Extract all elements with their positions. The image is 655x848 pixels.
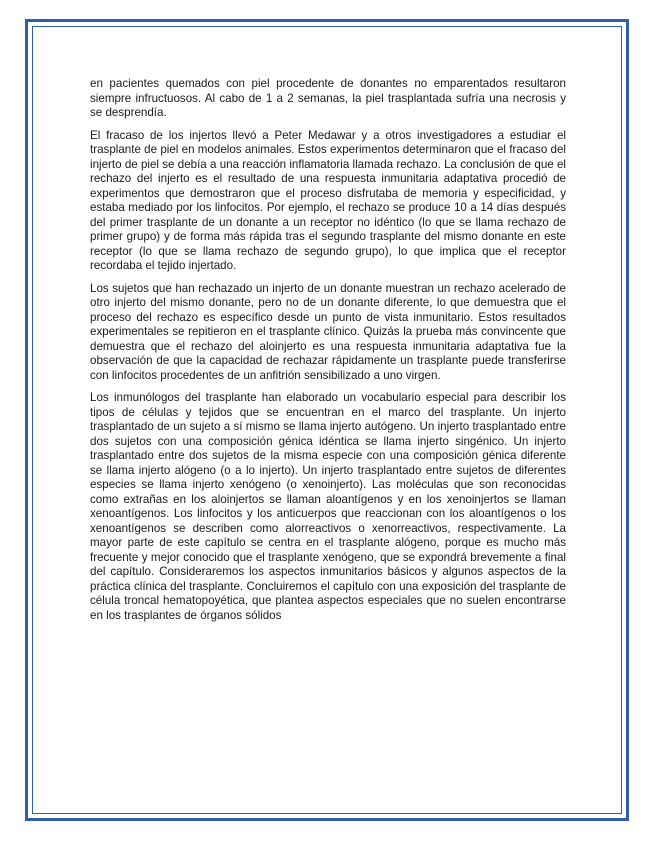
paragraph-2: El fracaso de los injertos llevó a Peter Medawar y a otros investigadores a estudiar el trasplante de piel en modelos animales. Estos experimentos determinaron que el fracaso del injerto de piel se debía a una reacción inflamatoria llamada rechazo. La conclusión de que el rechazo del injerto es el resultado de una respuesta inmunitaria adaptativa procedió de experimentos que demostraron que el proceso disfrutaba de memoria y especificidad, y estaba mediado por los linfocitos. Por ejemplo, el rechazo se produce 10 a 14 días después del primer trasplante de un donante a un receptor no idéntico (lo que se llama rechazo de primer grupo) y de forma más rápida tras el segundo trasplante del mismo donante en este receptor (lo que se llama rechazo de segundo grupo), lo que implica que el receptor recordaba el tejido injertado. xyxy=(90,128,566,272)
document-body xyxy=(90,77,566,631)
paragraph-3: Los sujetos que han rechazado un injerto de un donante muestran un rechazo acelerado de otro injerto del mismo donante, pero no de un donante diferente, lo que demuestra que el proceso del rechazo es específico desde un punto de vista inmunitario. Estos resultados experimentales se repitieron en el trasplante clínico. Quizás la prueba más convincente que demuestra que el rechazo del aloinjerto es una respuesta inmunitaria adaptativa fue la observación de que la capacidad de rechazar rápidamente un trasplante puede transferirse con linfocitos procedentes de un anfitrión sensibilizado a uno virgen. xyxy=(90,281,566,382)
paragraph-4: Los inmunólogos del trasplante han elaborado un vocabulario especial para describir los tipos de células y tejidos que se encuentran en el marco del trasplante. Un injerto trasplantado de un sujeto a sí mismo se llama injerto autógeno. Un injerto trasplantado entre dos sujetos con una composición génica idéntica se llama injerto singénico. Un injerto trasplantado entre dos sujetos de la misma especie con una composición génica diferente se llama injerto alógeno (o a lo injerto). Un injerto trasplantado entre sujetos de diferentes especies se llama injerto xenógeno (o xenoinjerto). Las moléculas que son reconocidas como extrañas en los aloinjertos se llaman aloantígenos y en los xenoinjertos se llaman xenoantígenos. Los linfocitos y los anticuerpos que reaccionan con los aloantígenos o los xenoantígenos se describen como alorreactivos o xenorreactivos, respectivamente. La mayor parte de este capítulo se centra en el trasplante alógeno, porque es mucho más frecuente y mejor conocido que el trasplante xenógeno, que se expondrá brevemente a final del capítulo. Consideraremos los aspectos inmunitarios básicos y algunos aspectos de la práctica clínica del trasplante. Concluiremos el capítulo con una exposición del trasplante de célula troncal hematopoyética, que plantea aspectos especiales que no suelen encontrarse en los trasplantes de órganos sólidos xyxy=(90,391,566,622)
paragraph-1: en pacientes quemados con piel procedente de donantes no emparentados resultaron siempre infructuosos. Al cabo de 1 a 2 semanas, la piel trasplantada sufría una necrosis y se desprendía. xyxy=(90,77,566,119)
